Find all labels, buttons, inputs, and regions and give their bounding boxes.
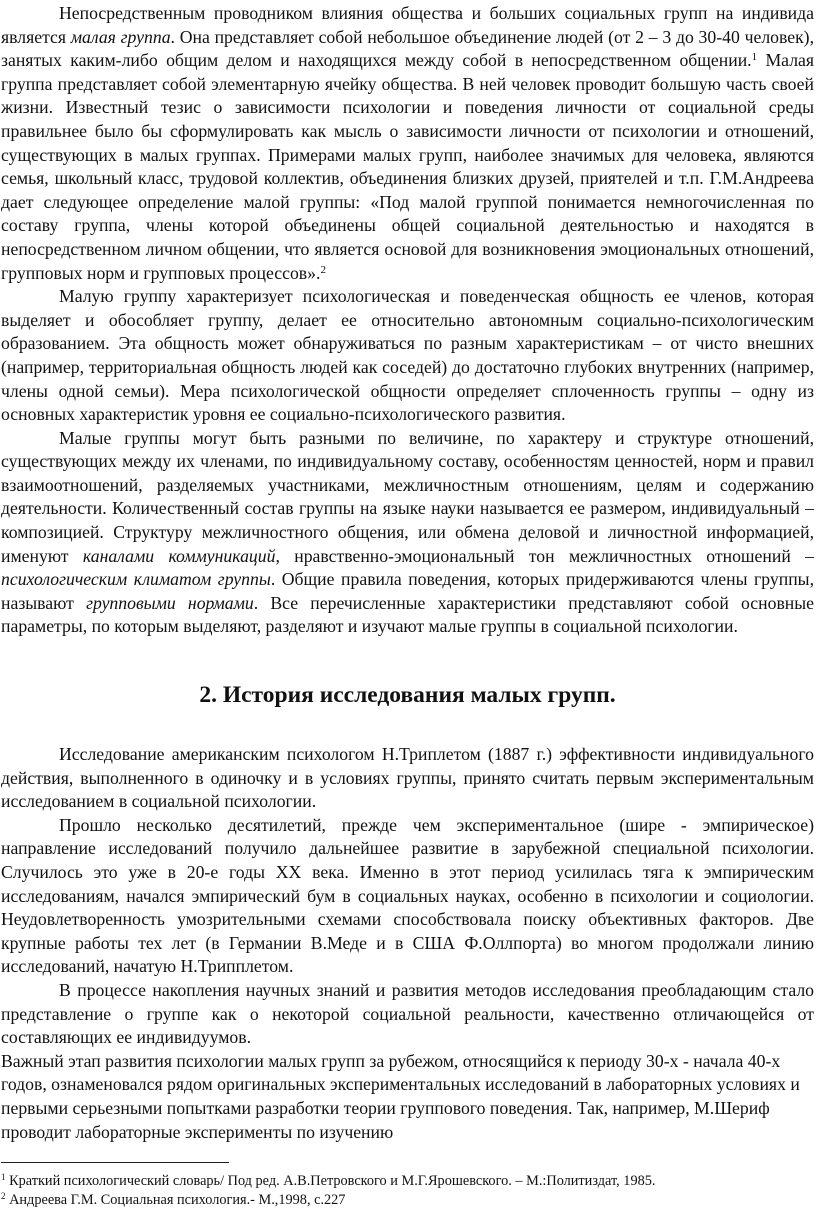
footnote-mark-1: 1 bbox=[1, 1172, 6, 1182]
footnote-mark-2: 2 bbox=[1, 1191, 6, 1201]
paragraph-small-group-definition: Непосредственным проводником влияния общества и больших социальных групп на индивида является малая группа. Она представляет собой небольшое объединение людей (от 2 – 3 до 30-40 человек), занятых каким-либо общим делом и находящихся между собой в непосредственном общении.$^1$ Малая группа представляет собой элементарную ячейку общества. В ней человек проводит большую часть своей жизни. Известный тезис о зависимости психологии и поведения личности от социальной среды правильнее было бы сформулировать как мысль о зависимости личности от психологии и отношений, существующих в малых группах. Примерами малых групп, наиболее значимых для человека, являются семья, школьный класс, трудовой коллектив, объединения близких друзей, приятелей и т.п. Г.М.Андреева дает следующее определение малой группы: «Под малой группой понимается немногочисленная по составу группа, члены которой объединены общей социальной деятельностью и находятся в непосредственном личном общении, что является основой для возникновения эмоциональных отношений, групповых норм и групповых процессов».$^2$ bbox=[1, 3, 815, 283]
paragraph-empirical-direction: Прошло несколько десятилетий, прежде чем экспериментальное (шире - эмпирическое) направление исследований получило дальнейшее развитие в зарубежной специальной психологии. Случилось это уже в 20-е годы ХХ века. Именно в этот период усилилась тяга к эмпирическим исследованиям, начался эмпирический бум в социальных науках, особенно в психологии и социологии. Неудовлетворенность умозрительными схемами способствовала поиску объективных факторов. Две крупные работы тех лет (в Германии В.Меде и в США Ф.Оллпорта) во многом продолжали линию исследований, начатую Н.Трипплетом. bbox=[1, 814, 814, 977]
emphasis-small-group: малая группа bbox=[70, 26, 171, 47]
footnote-ref-2[interactable]: 2 bbox=[320, 263, 326, 276]
paragraph-group-community: Малую группу характеризует психологическая и поведенческая общность ее членов, которая выделяет и обособляет группу, делает ее относительно автономным социально-психологическим образованием. Эта общность может обнаруживаться по разным характеристикам – от чисто внешних (например, территориальная общность людей как соседей) до достаточно глубоких внутренних (например, члены одной семьи). Мера психологической общности определяет сплоченность группы – одну из основных характеристик уровня ее социально-психологического развития. bbox=[1, 286, 814, 425]
section-heading: 2. История исследования малых групп. bbox=[199, 682, 616, 709]
emphasis-communication-channels: каналами коммуникаций bbox=[82, 545, 276, 566]
paragraph-group-parameters: Малые группы могут быть разными по величине, по характеру и структуре отношений, существующих между их членами, по индивидуальному составу, особенностям ценностей, норм и правил взаимоотношений, разделяемых участниками, межличностным отношениям, целям и содержанию деятельности. Количественный состав группы на языке науки называется ее размером, индивидуальный – композицией. Структуру межличностного общения, или обмена деловой и личностной информацией, именуют каналами коммуникаций, нравственно-эмоциональный тон межличностных отношений – психологическим климатом группы. Общие правила поведения, которых придерживаются члены группы, называют групповыми нормами. Все перечисленные характеристики представляют собой основные параметры, по которым выделяют, разделяют и изучают малые группы в социальной психологии. bbox=[1, 427, 815, 637]
footnote-2: $^2$ Андреева Г.М. Социальная психология.- М.,1998, с.227 bbox=[1, 1191, 346, 1208]
footnotes bbox=[1, 1172, 801, 1210]
footnote-1: $^1$ Краткий психологический словарь/ Под ред. А.В.Петровского и М.Г.Ярошевского. – М.:Политиздат, 1985. bbox=[1, 1172, 656, 1189]
emphasis-group-norms: групповыми нормами bbox=[86, 592, 254, 613]
footnote-separator bbox=[1, 1162, 229, 1163]
paragraph-social-reality: В процессе накопления научных знаний и развития методов исследования преобладающим стало представление о группе как о некоторой социальной реальности, качественно отличающейся от составляющих ее индивидуумов. bbox=[1, 979, 814, 1048]
paragraph-1930s-stage: Важный этап развития психологии малых групп за рубежом, относящийся к периоду 30-х - начала 40-х годов, ознаменовался рядом оригинальных экспериментальных исследований в лабораторных условиях и первыми серьезными попытками разработки теории группового поведения. Так, например, М.Шериф проводит лабораторные эксперименты по изучению bbox=[1, 1050, 800, 1142]
emphasis-psychological-climate: психологическим климатом группы bbox=[1, 569, 271, 590]
footnote-ref-1[interactable]: 1 bbox=[751, 51, 758, 64]
paragraph-triplett: Исследование американским психологом Н.Триплетом (1887 г.) эффективности индивидуального действия, выполненного в одиночку и в условиях группы, принято считать первым экспериментальным исследованием в социальной психологии. bbox=[1, 744, 814, 812]
